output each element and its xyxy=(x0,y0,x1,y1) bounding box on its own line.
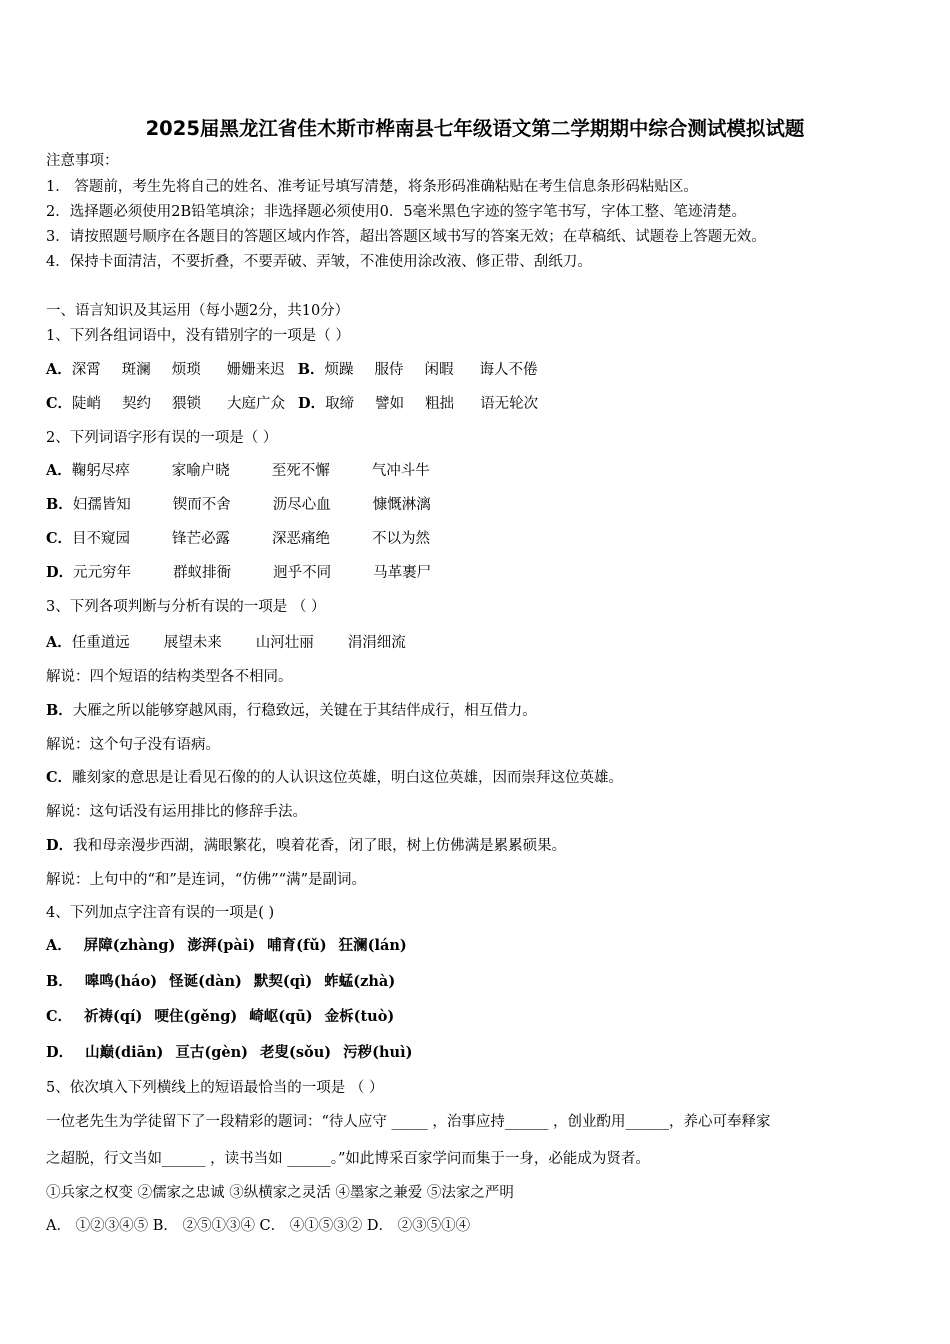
option-word: 涓涓细流 xyxy=(347,635,406,651)
q1-options-cd xyxy=(46,395,538,413)
option-word: 陡峭 xyxy=(72,396,102,412)
option-word: 老叟(sǒu) xyxy=(260,1044,332,1061)
option-word: 山巅(diān) xyxy=(85,1044,164,1061)
option-word: 怪诞(dàn) xyxy=(169,973,242,990)
q3-option-a xyxy=(46,634,406,652)
option-text: 我和母亲漫步西湖，满眼繁花，嗅着花香，闭了眼，树上仿佛满是累累硕果。 xyxy=(73,838,567,854)
option-word: 至死不懈 xyxy=(271,463,330,479)
option-word: 蚱蜢(zhà) xyxy=(324,973,396,990)
option-word: 气冲斗牛 xyxy=(371,463,430,479)
option-word: 群蚁排衙 xyxy=(173,565,232,581)
option-word: 鞠躬尽瘁 xyxy=(71,463,130,479)
option-word: 不以为然 xyxy=(372,531,431,547)
option-word: 语无轮次 xyxy=(480,396,539,412)
option-label: C． xyxy=(46,769,73,786)
option-word: 锲而不舍 xyxy=(172,497,231,513)
option-label: D． xyxy=(46,837,74,854)
option-word: 家喻户晓 xyxy=(171,463,230,479)
q5-choices: ①兵家之权变 ②儒家之忠诚 ③纵横家之灵活 ④墨家之兼爱 ⑤法家之严明 xyxy=(46,1185,514,1201)
option-word: 亘古(gèn) xyxy=(175,1044,249,1061)
q5-options: A． ①②③④⑤ B． ②⑤①③④ C． ④①⑤③② D． ②③⑤①④ xyxy=(46,1218,471,1234)
option-word: 烦躁 xyxy=(324,362,354,378)
option-word: 狂澜(lán) xyxy=(338,937,407,954)
q5-passage-line-1: 一位老先生为学徒留下了一段精彩的题词：“待人应守 _____ ，治事应持______ ，创业酌用______，养心可奉释家 xyxy=(46,1114,771,1130)
option-word: 诲人不倦 xyxy=(479,362,538,378)
q4-stem: 4、下列加点字注音有误的一项是( ) xyxy=(46,905,275,921)
page-title: 2025届黑龙江省佳木斯市桦南县七年级语文第二学期期中综合测试模拟试题 xyxy=(145,117,805,140)
q3-option-c xyxy=(46,769,623,787)
option-word: 迥乎不同 xyxy=(273,565,332,581)
option-label: A． xyxy=(46,462,72,479)
option-word: 契约 xyxy=(122,396,152,412)
q4-option-b xyxy=(46,973,407,991)
option-word: 粗拙 xyxy=(425,396,455,412)
option-label: A． xyxy=(46,634,72,651)
q2-option-b xyxy=(46,496,431,514)
option-label: C． xyxy=(46,1008,73,1025)
option-word: 服侍 xyxy=(374,362,404,378)
q3-stem: 3、下列各项判断与分析有误的一项是 （ ） xyxy=(46,599,326,615)
q2-option-a xyxy=(46,462,430,480)
notice-heading: 注意事项： xyxy=(46,153,119,169)
option-label: B． xyxy=(46,496,73,513)
option-word: 默契(qì) xyxy=(253,973,313,990)
q1-option-c-label: C． xyxy=(46,395,73,412)
q3-note-b: 解说：这个句子没有语病。 xyxy=(46,737,220,753)
q3-note-d: 解说：上句中的“和”是连词，“仿佛”“满”是副词。 xyxy=(46,872,366,888)
q3-option-b xyxy=(46,702,537,720)
option-label: C． xyxy=(46,530,73,547)
option-label: A． xyxy=(46,937,72,954)
q2-option-c xyxy=(46,530,430,548)
option-word: 深恶痛绝 xyxy=(272,531,331,547)
option-word: 澎湃(pài) xyxy=(187,937,256,954)
option-word: 目不窥园 xyxy=(72,531,131,547)
option-word: 元元穷年 xyxy=(73,565,132,581)
section-heading: 一、语言知识及其运用（每小题2分，共10分） xyxy=(46,303,350,319)
option-word: 譬如 xyxy=(375,396,405,412)
option-word: 沥尽心血 xyxy=(272,497,331,513)
option-word: 大庭广众 xyxy=(227,396,286,412)
q5-stem: 5、依次填入下列横线上的短语最恰当的一项是 （ ） xyxy=(46,1080,384,1096)
option-label: D． xyxy=(46,564,74,581)
q3-option-d xyxy=(46,837,566,855)
q2-stem: 2、下列词语字形有误的一项是（ ） xyxy=(46,430,278,446)
q4-option-a xyxy=(46,937,419,955)
q1-option-a-label: A． xyxy=(46,361,72,378)
option-word: 猥锁 xyxy=(172,396,202,412)
option-word: 闲暇 xyxy=(424,362,454,378)
option-word: 烦琐 xyxy=(171,362,201,378)
option-word: 屏障(zhàng) xyxy=(83,937,176,954)
option-text: 雕刻家的意思是让看见石像的的人认识这位英雄，明白这位英雄，因而崇拜这位英雄。 xyxy=(72,770,624,786)
q1-option-b-label: B． xyxy=(297,361,325,378)
q3-note-a: 解说：四个短语的结构类型各不相同。 xyxy=(46,669,293,685)
option-label: D． xyxy=(46,1044,74,1061)
q2-option-d xyxy=(46,564,431,582)
notice-item-3: 3．请按照题号顺序在各题目的答题区域内作答，超出答题区域书写的答案无效；在草稿纸、试题卷上答题无效。 xyxy=(46,229,766,245)
option-word: 哽住(gěng) xyxy=(154,1008,238,1025)
option-label: B． xyxy=(46,973,73,990)
option-word: 慷慨淋漓 xyxy=(372,497,431,513)
option-word: 深霄 xyxy=(71,362,101,378)
notice-item-1: 1． 答题前，考生先将自己的姓名、准考证号填写清楚，将条形码准确粘贴在考生信息条形码粘贴区。 xyxy=(46,179,698,195)
option-word: 山河壮丽 xyxy=(255,635,314,651)
option-word: 姗姗来迟 xyxy=(226,362,285,378)
option-text: 大雁之所以能够穿越风雨，行稳致远，关键在于其结伴成行，相互借力。 xyxy=(72,703,537,719)
option-word: 取缔 xyxy=(325,396,355,412)
q1-stem: 1、下列各组词语中，没有错别字的一项是（ ） xyxy=(46,328,350,344)
option-word: 锋芒必露 xyxy=(172,531,231,547)
option-word: 展望未来 xyxy=(163,635,222,651)
option-word: 任重道远 xyxy=(71,635,130,651)
option-word: 马革裹尸 xyxy=(373,565,432,581)
option-word: 金柝(tuò) xyxy=(324,1008,395,1025)
option-word: 嗥鸣(háo) xyxy=(84,973,158,990)
q3-note-c: 解说：这句话没有运用排比的修辞手法。 xyxy=(46,804,307,820)
option-word: 崎岖(qū) xyxy=(249,1008,313,1025)
option-word: 污秽(huì) xyxy=(343,1044,413,1061)
notice-item-4: 4．保持卡面清洁，不要折叠，不要弄破、弄皱，不准使用涂改液、修正带、刮纸刀。 xyxy=(46,254,592,270)
option-word: 斑澜 xyxy=(121,362,151,378)
notice-item-2: 2．选择题必须使用2B铅笔填涂；非选择题必须使用0．5毫米黑色字迹的签字笔书写，字体工整、笔迹清楚。 xyxy=(46,204,747,220)
option-word: 妇孺皆知 xyxy=(72,497,131,513)
q4-option-c xyxy=(46,1008,406,1026)
option-label: B． xyxy=(46,702,73,719)
option-word: 哺育(fǔ) xyxy=(267,937,327,954)
q5-passage-line-2: 之超脱，行文当如______ ，读书当如 ______。”如此博采百家学问而集于一身，必能成为贤者。 xyxy=(46,1151,650,1167)
option-word: 祈祷(qí) xyxy=(84,1008,143,1025)
q4-option-d xyxy=(46,1044,424,1062)
q1-option-d-label: D． xyxy=(298,395,326,412)
q1-options-ab xyxy=(46,361,538,379)
